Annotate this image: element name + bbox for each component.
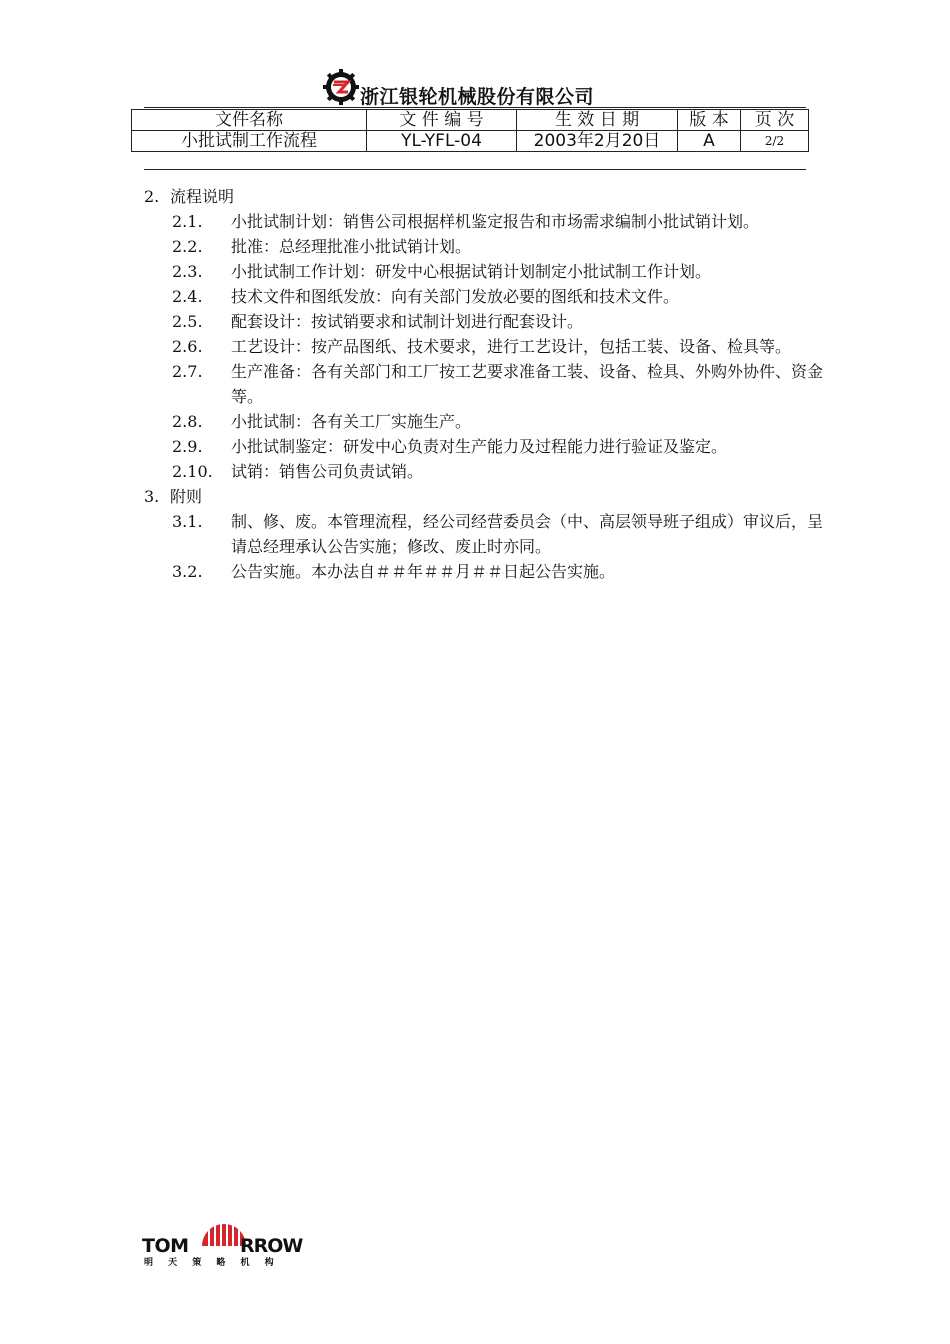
section-heading bbox=[144, 484, 824, 509]
meta-header-cell: 版 本 bbox=[678, 110, 741, 131]
section-number: 2. bbox=[144, 187, 160, 206]
item-text: 配套设计：按试销要求和试制计划进行配套设计。 bbox=[231, 312, 584, 331]
content-separator bbox=[144, 169, 806, 170]
item-number: 2.5. bbox=[172, 312, 203, 331]
document-meta-table bbox=[131, 109, 809, 152]
item-text: 小批试制工作计划：研发中心根据试销计划制定小批试制工作计划。 bbox=[231, 262, 712, 281]
item-number: 2.4. bbox=[172, 287, 203, 306]
list-item bbox=[144, 259, 824, 284]
meta-value-doc-name: 小批试制工作流程 bbox=[132, 131, 367, 152]
document-body bbox=[144, 184, 824, 584]
section-number: 3. bbox=[144, 487, 160, 506]
list-item bbox=[144, 334, 824, 359]
header-rule bbox=[144, 107, 806, 108]
list-item bbox=[144, 284, 824, 309]
list-item bbox=[144, 459, 824, 484]
list-item bbox=[144, 209, 824, 234]
item-text: 小批试制：各有关工厂实施生产。 bbox=[231, 412, 472, 431]
item-text: 生产准备：各有关部门和工厂按工艺要求准备工装、设备、检具、外购外协件、资金等。 bbox=[231, 362, 824, 406]
item-text: 小批试制计划：销售公司根据样机鉴定报告和市场需求编制小批试销计划。 bbox=[231, 212, 760, 231]
item-number: 2.3. bbox=[172, 262, 203, 281]
item-number: 3.2. bbox=[172, 562, 203, 581]
item-number: 2.8. bbox=[172, 412, 203, 431]
item-text: 小批试制鉴定：研发中心负责对生产能力及过程能力进行验证及鉴定。 bbox=[231, 437, 728, 456]
tomorrow-brand-logo bbox=[142, 1212, 304, 1268]
item-number: 2.9. bbox=[172, 437, 203, 456]
item-text: 技术文件和图纸发放：向有关部门发放必要的图纸和技术文件。 bbox=[231, 287, 680, 306]
list-item bbox=[144, 509, 824, 559]
list-item bbox=[144, 309, 824, 334]
item-text: 试销：销售公司负责试销。 bbox=[231, 462, 424, 481]
section-heading bbox=[144, 184, 824, 209]
list-item bbox=[144, 234, 824, 259]
brand-tagline: 明 天 策 略 机 构 bbox=[144, 1258, 280, 1268]
item-text: 制、修、废。本管理流程，经公司经营委员会（中、高层领导班子组成）审议后，呈请总经理承认公告实施；修改、废止时亦同。 bbox=[231, 512, 824, 556]
item-text: 工艺设计：按产品图纸、技术要求，进行工艺设计，包括工装、设备、检具等。 bbox=[231, 337, 792, 356]
meta-header-cell: 文件名称 bbox=[132, 110, 367, 131]
company-gear-logo-icon bbox=[322, 68, 360, 106]
section-title: 流程说明 bbox=[170, 187, 235, 206]
list-item bbox=[144, 434, 824, 459]
section-title: 附则 bbox=[170, 487, 203, 506]
item-number: 2.10. bbox=[172, 462, 213, 481]
item-number: 2.1. bbox=[172, 212, 203, 231]
meta-value-doc-number: YL-YFL-04 bbox=[367, 131, 517, 152]
meta-value-version: A bbox=[678, 131, 741, 152]
item-text: 批准：总经理批准小批试销计划。 bbox=[231, 237, 472, 256]
meta-value-row bbox=[132, 131, 809, 152]
meta-header-row bbox=[132, 110, 809, 131]
meta-header-cell: 页 次 bbox=[741, 110, 809, 131]
meta-header-cell: 文 件 编 号 bbox=[367, 110, 517, 131]
item-number: 3.1. bbox=[172, 512, 203, 531]
list-item bbox=[144, 559, 824, 584]
meta-value-page: 2/2 bbox=[741, 131, 809, 152]
company-name: 浙江银轮机械股份有限公司 bbox=[360, 86, 595, 108]
brand-text-left: TOM bbox=[142, 1235, 189, 1257]
item-number: 2.6. bbox=[172, 337, 203, 356]
list-item bbox=[144, 409, 824, 434]
item-text: 公告实施。本办法自＃＃年＃＃月＃＃日起公告实施。 bbox=[231, 562, 616, 581]
meta-value-effective-date: 2003年2月20日 bbox=[517, 131, 678, 152]
item-number: 2.2. bbox=[172, 237, 203, 256]
list-item bbox=[144, 359, 824, 409]
brand-text-right: RROW bbox=[240, 1235, 303, 1257]
meta-header-cell: 生 效 日 期 bbox=[517, 110, 678, 131]
item-number: 2.7. bbox=[172, 362, 203, 381]
